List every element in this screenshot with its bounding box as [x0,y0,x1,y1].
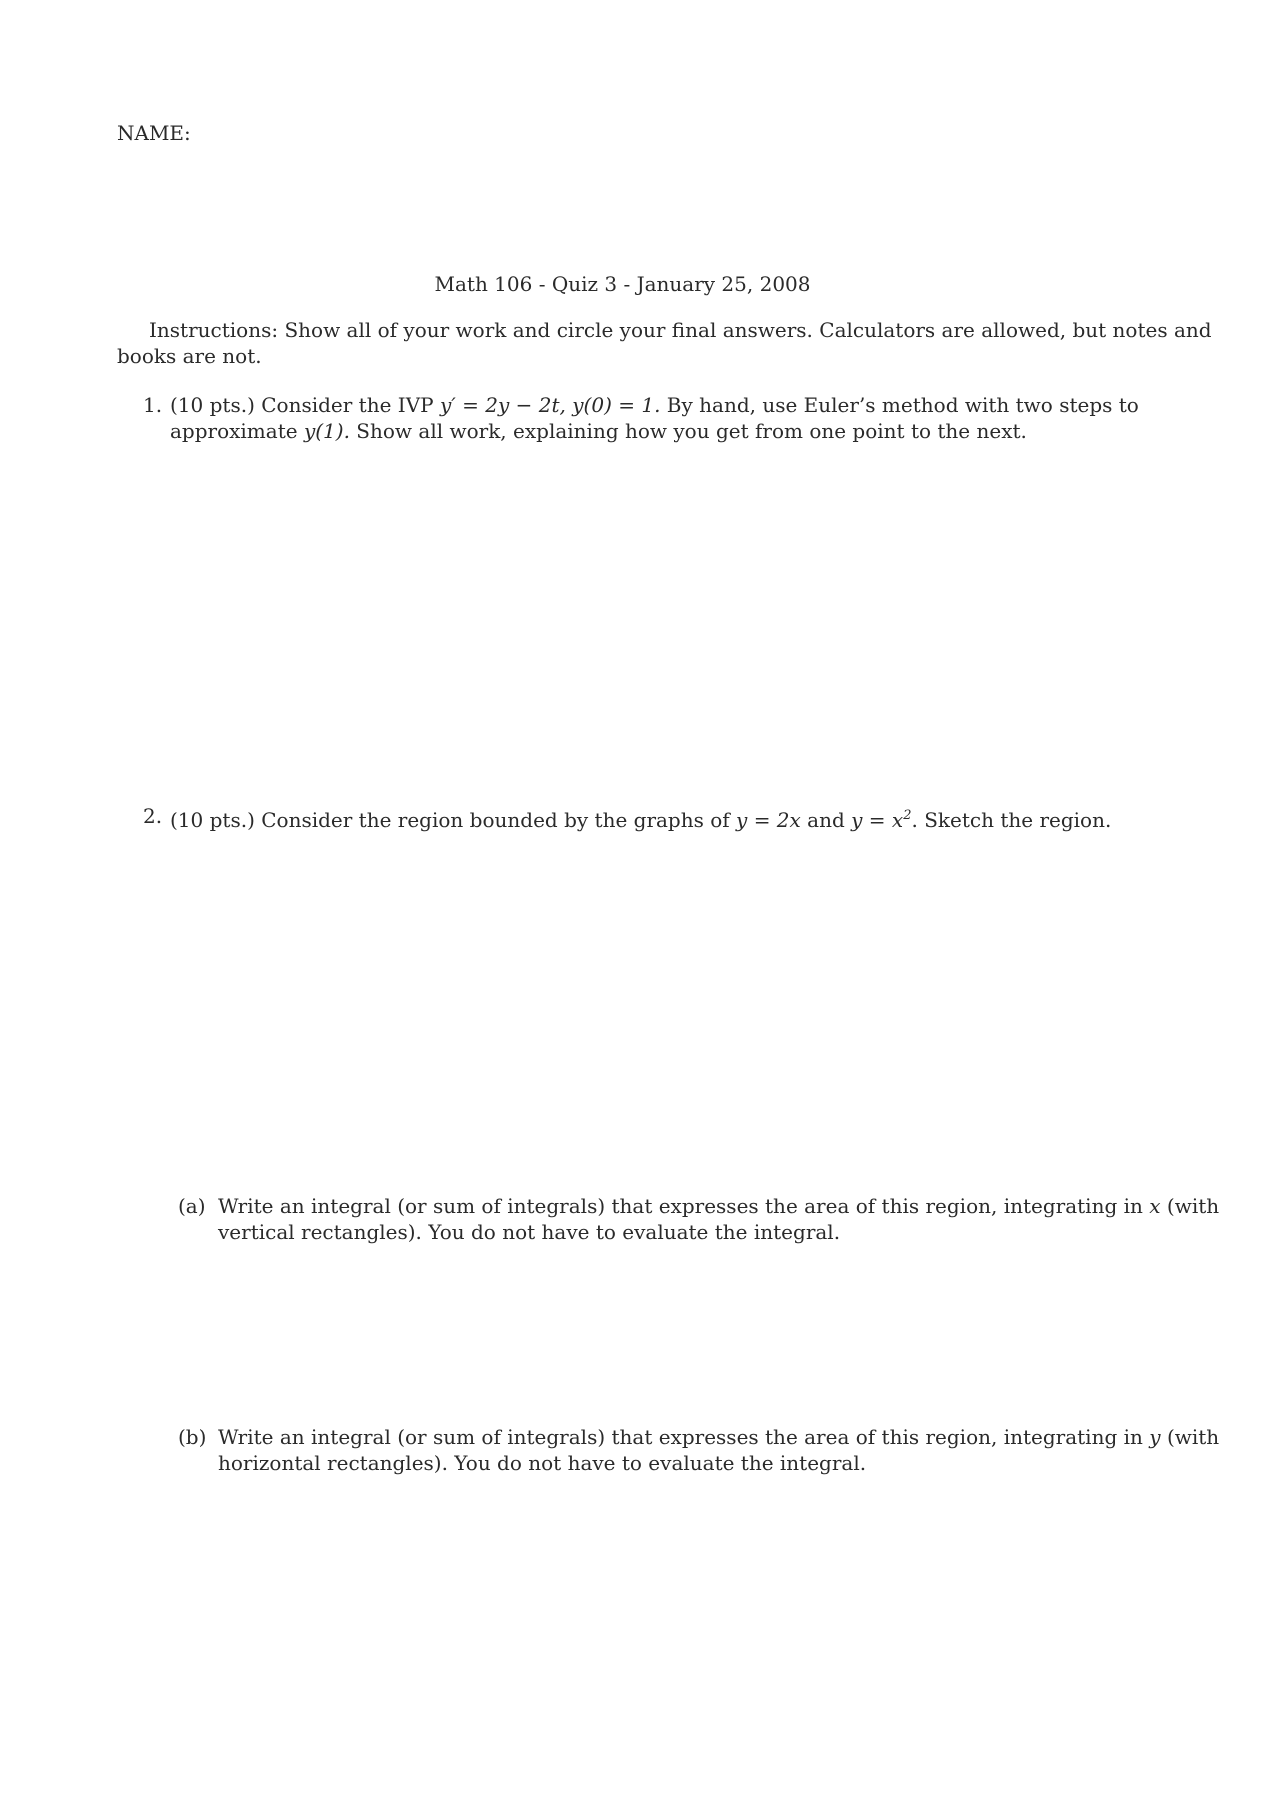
part-b-line-2: horizontal rectangles). You do not have to evaluate the integral. [218,1451,867,1475]
question-2 [170,803,1111,833]
question-2-number: 2. [143,804,163,828]
part-a-line-2: vertical rectangles). You do not have to evaluate the integral. [218,1220,841,1244]
question-2-and: and [807,808,845,832]
part-a [218,1193,1220,1245]
parabola-equation [851,808,911,832]
part-a-line-1 [218,1193,1220,1219]
parabola-exponent: 2 [903,808,912,823]
question-1-line-2-rest: Show all work, explaining how you get from one point to the next. [356,419,1027,443]
question-1-line-2 [170,418,1130,444]
part-a-variable: x [1149,1194,1161,1218]
question-2-intro: Consider the region bounded by the graphs of [261,808,730,832]
question-2-points: (10 pts.) [170,808,255,832]
instructions [117,317,1212,369]
question-1-line-2-pre: approximate [170,419,298,443]
question-1 [170,392,1139,444]
target-value: y(1). [303,419,350,443]
part-b-label: (b) [178,1425,207,1449]
question-1-task: By hand, use Euler’s method with two steps to [666,393,1139,417]
part-b-line-1-pre: Write an integral (or sum of integrals) that expresses the area of this region, integrating in [218,1425,1143,1449]
part-a-line-1-pre: Write an integral (or sum of integrals) that expresses the area of this region, integrating in [218,1194,1143,1218]
instructions-line-1: Instructions: Show all of your work and circle your final answers. Calculators are allowed, but notes and [149,318,1212,342]
part-a-line-1-post: (with [1166,1194,1220,1218]
line-equation: y = 2x [736,808,801,832]
part-b [218,1424,1220,1476]
question-2-task: . Sketch the region. [911,808,1112,832]
name-label: NAME: [117,121,191,145]
part-a-label: (a) [178,1194,206,1218]
question-1-number: 1. [143,393,163,417]
part-b-variable: y [1149,1425,1161,1449]
question-1-intro: Consider the IVP [261,393,434,417]
ivp-equation: y′ = 2y − 2t, y(0) = 1. [439,393,661,417]
part-b-line-1 [218,1424,1220,1450]
question-1-points: (10 pts.) [170,393,255,417]
part-b-line-1-post: (with [1166,1425,1220,1449]
instructions-line-2: books are not. [117,344,262,368]
question-1-line-1 [170,392,1139,418]
quiz-title: Math 106 - Quiz 3 - January 25, 2008 [434,272,811,296]
parabola-base: y = x [851,808,904,832]
